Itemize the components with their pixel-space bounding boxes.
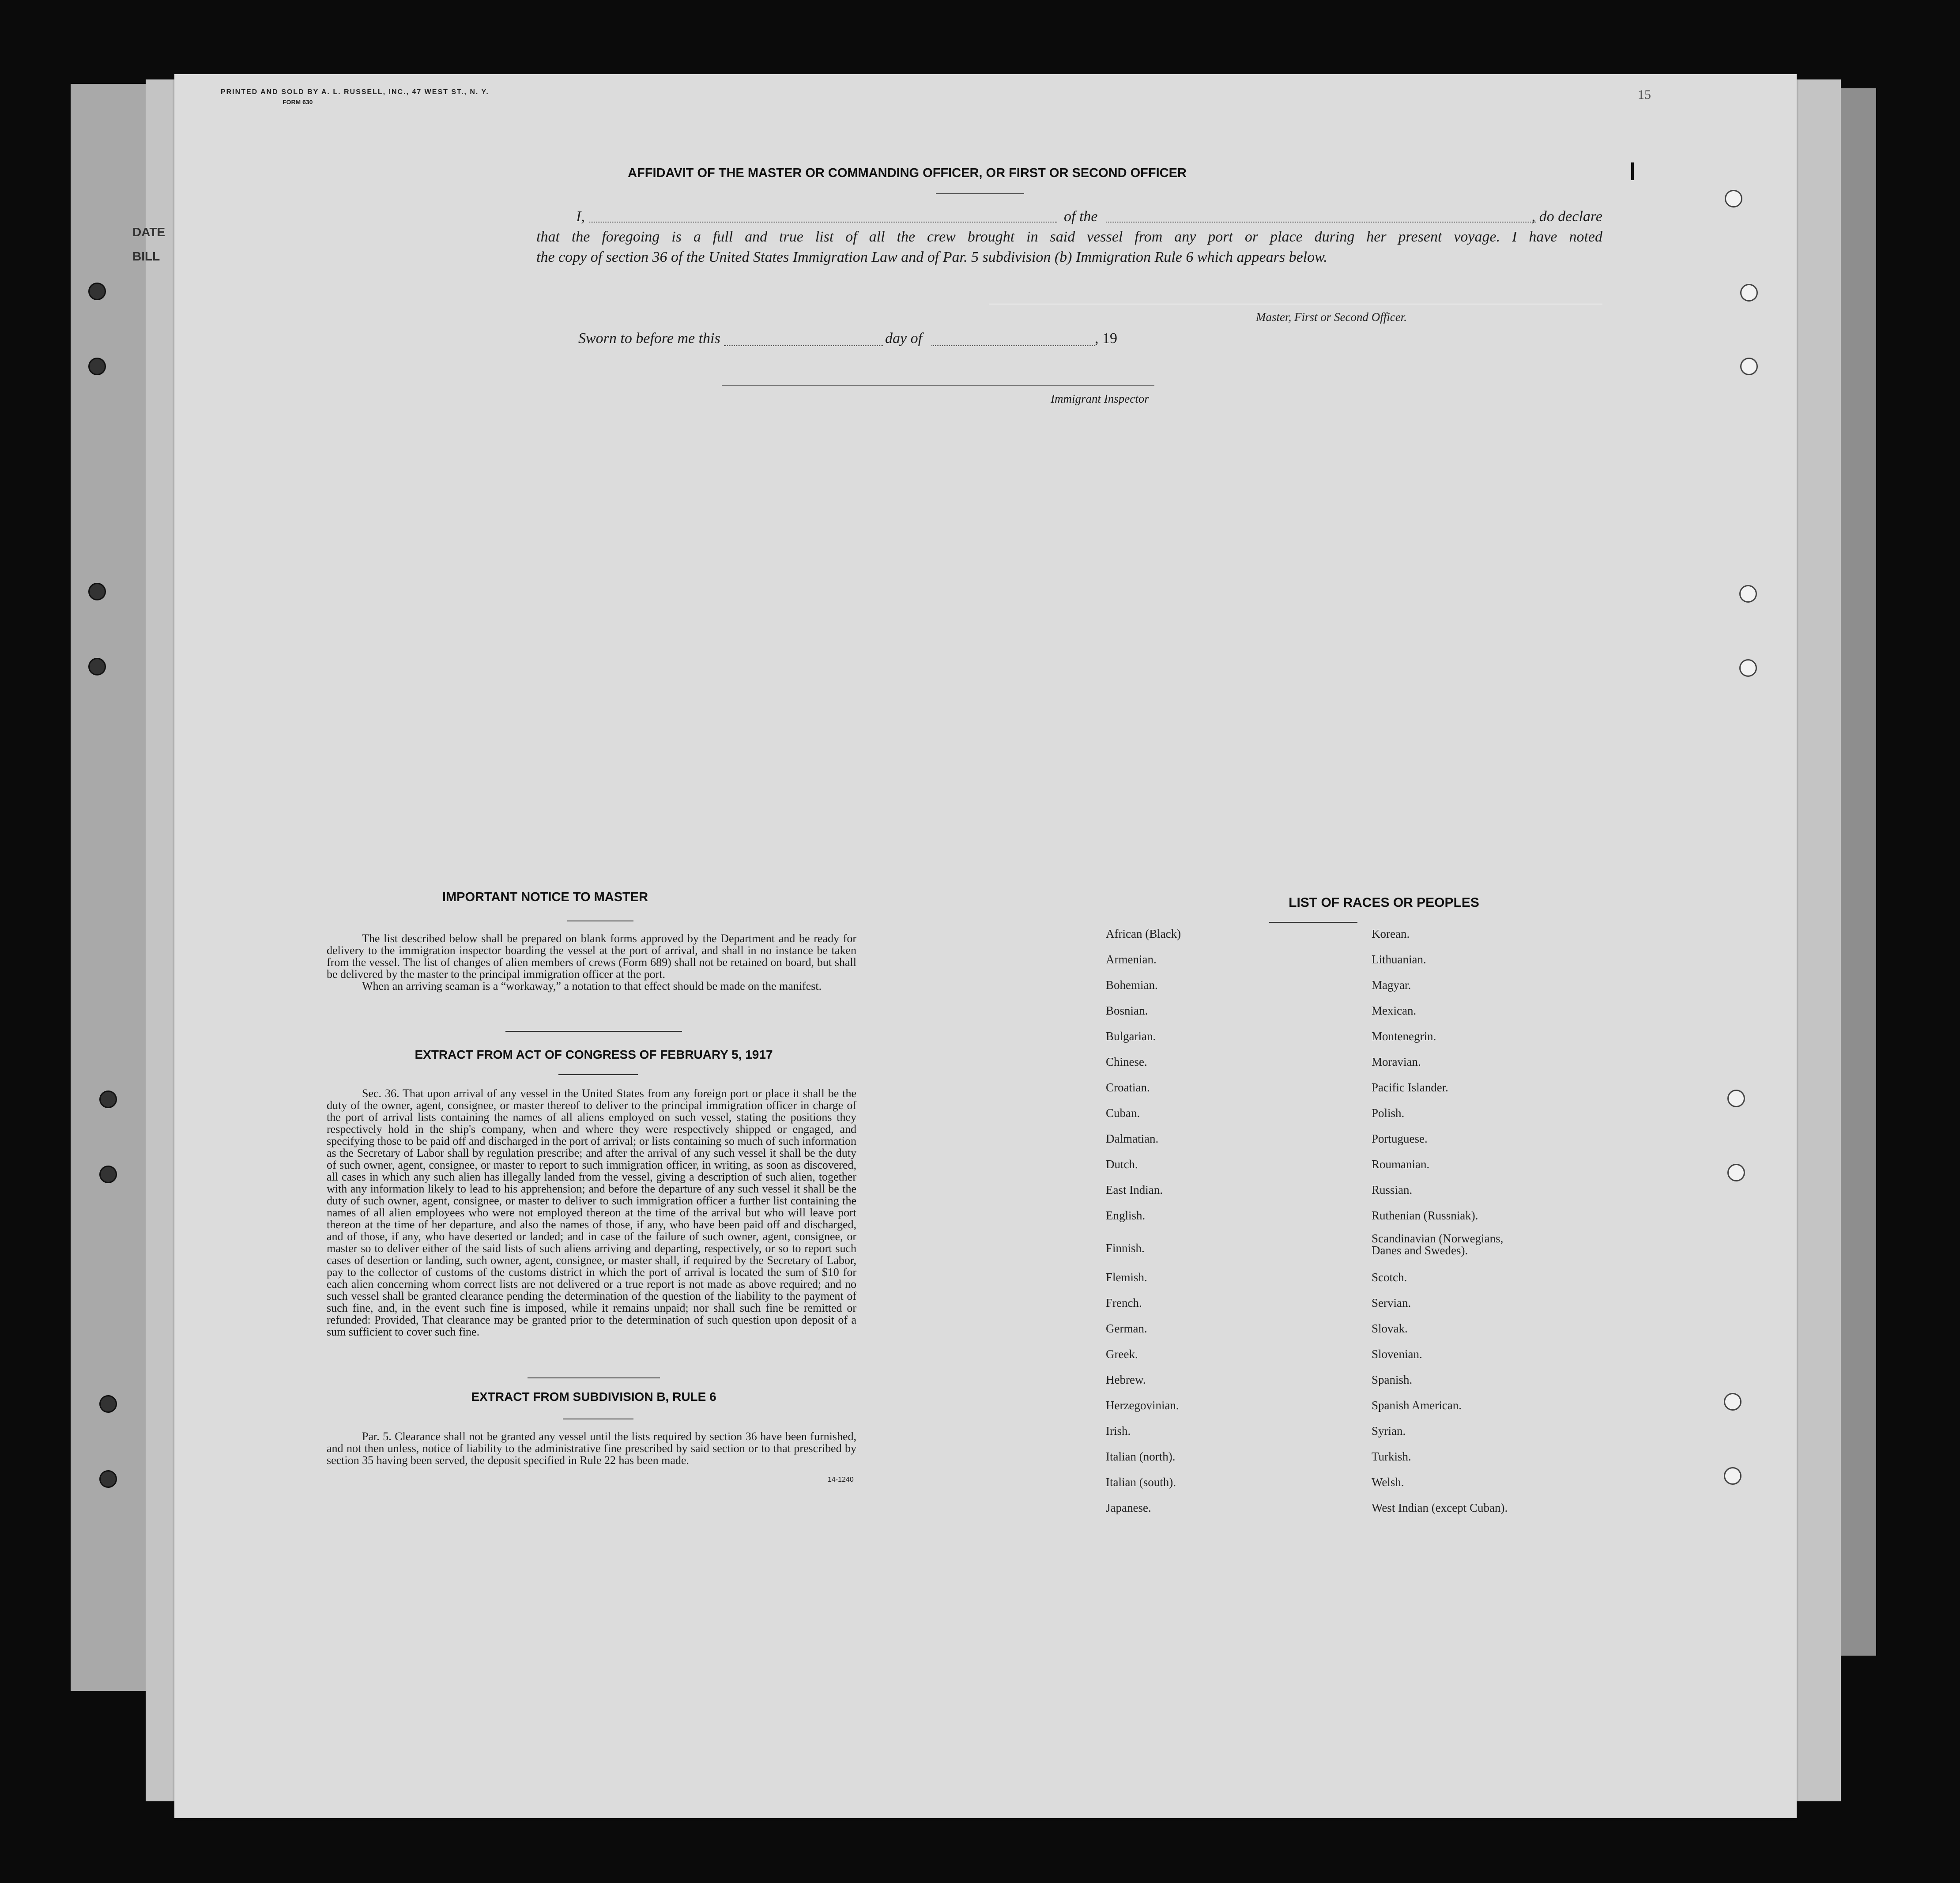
sworn-label: Sworn to before me this (578, 330, 720, 347)
race-item: Pacific Islander. (1372, 1081, 1448, 1094)
punch-hole-icon (1739, 585, 1757, 603)
sworn-day-blank[interactable] (724, 334, 883, 346)
binder-hole-icon (99, 1091, 117, 1108)
extract-rule-body (327, 1430, 856, 1466)
section-divider (505, 1031, 682, 1032)
printer-imprint: PRINTED AND SOLD BY A. L. RUSSELL, INC., 47 WEST ST., N. Y. (221, 88, 489, 96)
race-item: African (Black) (1106, 927, 1181, 940)
ink-mark (1631, 162, 1634, 180)
race-item: Greek. (1106, 1347, 1138, 1361)
notice-title: IMPORTANT NOTICE TO MASTER (442, 890, 648, 904)
signature-label: Master, First or Second Officer. (1256, 310, 1407, 324)
race-item: West Indian (except Cuban). (1372, 1501, 1508, 1514)
race-item: Scandinavian (Norwegians, Danes and Swedes). (1372, 1232, 1504, 1257)
race-item: Dutch. (1106, 1158, 1138, 1171)
race-item: East Indian. (1106, 1183, 1163, 1196)
race-item: Mexican. (1372, 1004, 1417, 1017)
declaration-block (536, 207, 1602, 268)
inspector-label: Immigrant Inspector (1051, 392, 1149, 405)
race-item: Armenian. (1106, 953, 1157, 966)
form-code: 14-1240 (828, 1476, 854, 1483)
notice-paragraph-1: The list described below shall be prepared on blank forms approved by the Department and be ready for delivery to the immigration inspector boarding the vessel at the port of arrival, and shall in no instance be taken from the vessel. The list of changes of alien members of crews (Form 689) shall not be retained on board, but shall be delivered by the master to the principal immigration officer at the port. (327, 932, 856, 981)
race-item: Servian. (1372, 1296, 1411, 1309)
race-item: Bulgarian. (1106, 1030, 1156, 1043)
race-item: Syrian. (1372, 1424, 1406, 1438)
title-divider (936, 193, 1024, 194)
race-item: Cuban. (1106, 1106, 1140, 1120)
manifest-page (174, 74, 1797, 1818)
punch-hole-icon (1727, 1164, 1745, 1181)
punch-hole-icon (1740, 284, 1758, 302)
race-item: German. (1106, 1322, 1147, 1335)
race-item: Japanese. (1106, 1501, 1151, 1514)
race-item: Croatian. (1106, 1081, 1150, 1094)
races-divider (1269, 922, 1357, 923)
race-item: Slovenian. (1372, 1347, 1422, 1361)
race-item: Russian. (1372, 1183, 1413, 1196)
race-item: Italian (south). (1106, 1475, 1176, 1489)
form-number: FORM 630 (283, 98, 313, 106)
race-item: Magyar. (1372, 978, 1411, 992)
race-item: Irish. (1106, 1424, 1131, 1438)
notice-paragraph-2: When an arriving seaman is a “workaway,” a notation to that effect should be made on the manifest. (362, 980, 822, 992)
binder-hole-icon (88, 658, 106, 675)
race-item: Slovak. (1372, 1322, 1408, 1335)
race-item: Polish. (1372, 1106, 1405, 1120)
extract-rule-title: EXTRACT FROM SUBDIVISION B, RULE 6 (471, 1390, 716, 1404)
race-item: Hebrew. (1106, 1373, 1146, 1386)
vessel-blank[interactable] (1106, 210, 1536, 223)
race-item: Dalmatian. (1106, 1132, 1159, 1145)
binder-hole-icon (88, 358, 106, 375)
section-divider-2 (528, 1377, 660, 1378)
race-item: Finnish. (1106, 1241, 1145, 1255)
races-title: LIST OF RACES OR PEOPLES (1289, 895, 1479, 910)
declaration-of-the: of the (1064, 208, 1098, 225)
race-item: Roumanian. (1372, 1158, 1430, 1171)
declaration-do-declare: , do declare (1531, 208, 1602, 225)
binder-hole-icon (88, 583, 106, 600)
punch-hole-icon (1739, 659, 1757, 677)
race-item: Ruthenian (Russniak). (1372, 1209, 1478, 1222)
race-item: Lithuanian. (1372, 953, 1426, 966)
race-item: Herzegovinian. (1106, 1399, 1179, 1412)
race-item: Moravian. (1372, 1055, 1421, 1068)
race-item: Flemish. (1106, 1271, 1147, 1284)
extract-congress-body (327, 1087, 856, 1338)
inspector-signature-line[interactable] (722, 385, 1154, 386)
race-item: Chinese. (1106, 1055, 1147, 1068)
section-36-text: Sec. 36. That upon arrival of any vessel in the United States from any foreign port or place it shall be the duty of the owner, agent, consignee, or master thereof to deliver to the principal immigration officer in charge of the port of arrival lists containing the names of all aliens employed on such vessel, stating the positions they respectively hold in the ship's company, when and where they were respectively shipped or engaged, and specifying those to be paid off and discharged in the port of arrival; or lists containing so much of such information as the Secretary of Labor shall by regulation prescribe; and after the arrival of any such vessel it shall be the duty of such owner, agent, consignee, or master to report to such immigration officer, in writing, as soon as discovered, all cases in which any such alien has illegally landed from the vessel, giving a description of such alien, together with any information likely to lead to his apprehension; and before the departure of any such vessel it shall be the duty of such owner, agent, consignee, or master to deliver to such immigration officer a further list containing the names of all alien employees who were not employed thereon at the time of the arrival but who will leave port thereon at the time of her departure, and also the names of those, if any, who have been paid off and discharged, and of those, if any, who have deserted or landed; and in case of the failure of such owner, agent, consignee, or master so to deliver either of the said lists of such aliens arriving and departing, respectively, or so to report such cases of desertion or landing, such owner, agent, consignee, or master shall, if required by the Secretary of Labor, pay to the collector of customs of the customs district in which the port of arrival is located the sum of $10 for each alien concerning whom correct lists are not delivered or a true report is not made as above required; and no such vessel shall be granted clearance pending the determination of the question of the liability to the payment of such fine, and, in the event such fine is imposed, while it remains unpaid; nor shall such fine be remitted or refunded: Provided, That clearance may be granted prior to the determination of such question upon deposit of a sum sufficient to cover such fine. (327, 1087, 856, 1338)
notice-body (327, 932, 856, 992)
race-item: Spanish American. (1372, 1399, 1462, 1412)
sworn-statement (578, 330, 1285, 352)
race-item: French. (1106, 1296, 1142, 1309)
sworn-month-blank[interactable] (931, 334, 1095, 346)
page-number: 15 (1638, 87, 1651, 102)
punch-hole-icon (1725, 190, 1742, 208)
punch-hole-icon (1727, 1090, 1745, 1107)
punch-hole-icon (1740, 358, 1758, 375)
name-blank[interactable] (589, 210, 1057, 223)
race-item: Portuguese. (1372, 1132, 1428, 1145)
sworn-day-of: day of (885, 330, 923, 347)
punch-hole-icon (1724, 1467, 1741, 1485)
declaration-line-3: the copy of section 36 of the United States Immigration Law and of Par. 5 subdivision (b) Immigration Rule 6 which appears below. (536, 249, 1327, 265)
stub-text-bill: BILL (132, 249, 160, 263)
stub-text-date: DATE (132, 225, 166, 239)
race-item: English. (1106, 1209, 1146, 1222)
binder-hole-icon (99, 1166, 117, 1183)
race-item: Bohemian. (1106, 978, 1158, 992)
race-item: Italian (north). (1106, 1450, 1176, 1463)
extract-congress-title: EXTRACT FROM ACT OF CONGRESS OF FEBRUARY 5, 1917 (415, 1048, 773, 1061)
punch-hole-icon (1724, 1393, 1741, 1411)
race-item: Scotch. (1372, 1271, 1407, 1284)
race-item: Welsh. (1372, 1475, 1404, 1489)
race-item: Korean. (1372, 927, 1410, 940)
race-item: Bosnian. (1106, 1004, 1148, 1017)
sworn-year: , 19 (1095, 330, 1117, 347)
affidavit-title: AFFIDAVIT OF THE MASTER OR COMMANDING OFFICER, OR FIRST OR SECOND OFFICER (628, 166, 1187, 180)
par-5-text: Par. 5. Clearance shall not be granted any vessel until the lists required by section 36 have been furnished, and not then unless, notice of liability to the administrative fine prescribed by said section or to that prescribed by section 35 having been served, the deposit specified in Rule 22 has been made. (327, 1430, 856, 1467)
declaration-line-2: that the foregoing is a full and true list of all the crew brought in said vessel from any port or place during her present voyage. I have noted (536, 229, 1602, 245)
binder-hole-icon (99, 1395, 117, 1413)
binder-hole-icon (99, 1470, 117, 1488)
race-item: Turkish. (1372, 1450, 1411, 1463)
race-item: Spanish. (1372, 1373, 1413, 1386)
declaration-i: I, (576, 208, 585, 225)
binder-hole-icon (88, 283, 106, 300)
extract-divider (558, 1074, 638, 1075)
race-item: Montenegrin. (1372, 1030, 1436, 1043)
